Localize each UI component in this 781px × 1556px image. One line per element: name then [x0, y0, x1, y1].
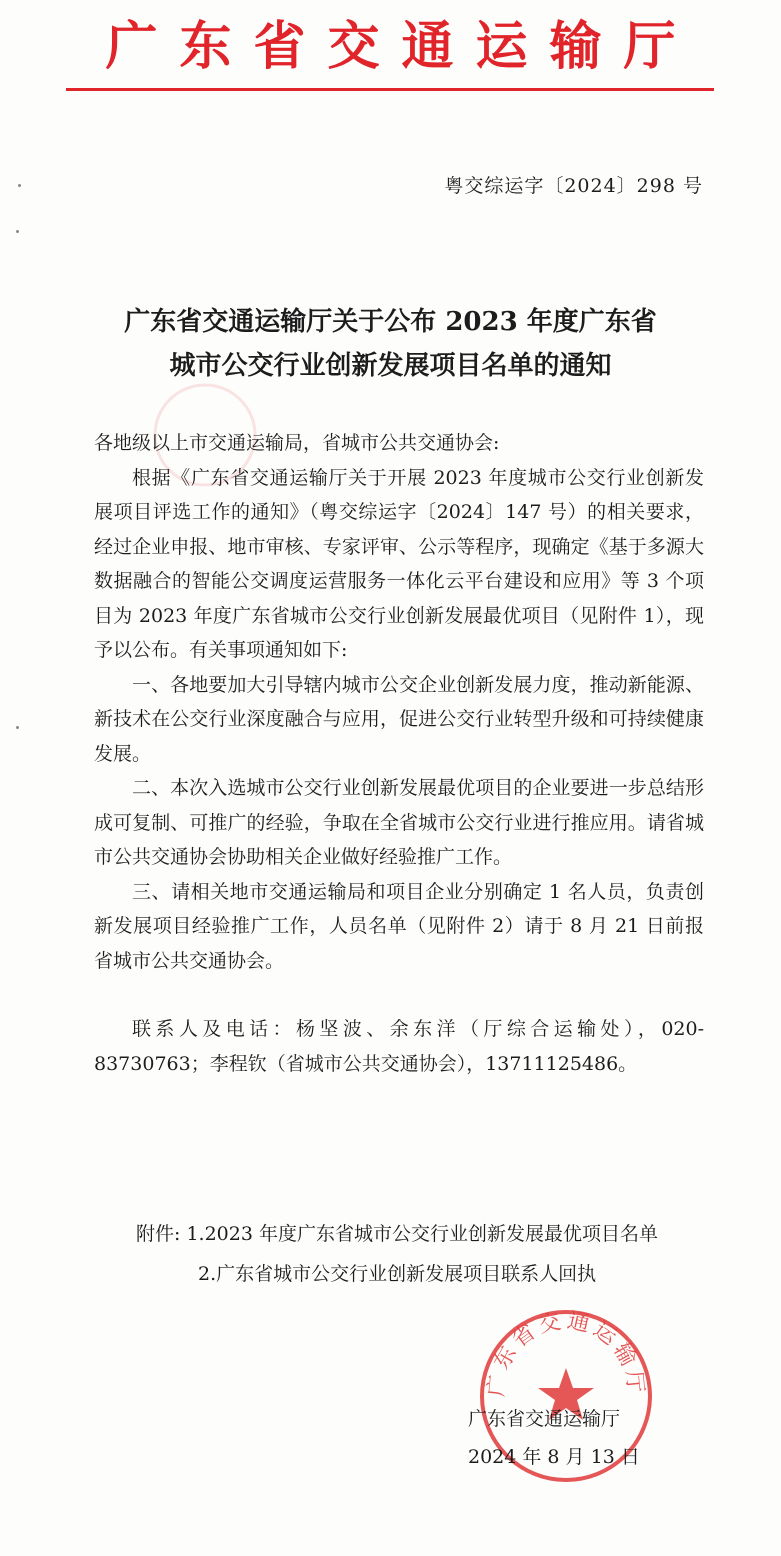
item-two-paragraph: 二、本次入选城市公交行业创新发展最优项目的企业要进一步总结形成可复制、可推广的经验，争取在全省城市公交行业进行推应用。请省城市公共交通协会协助相关企业做好经验推广工作。 — [94, 777, 704, 868]
document-body — [94, 426, 704, 1081]
salutation: 各地级以上市交通运输局，省城市公共交通协会: — [94, 432, 500, 454]
header-red-rule — [66, 88, 714, 91]
paragraph-gap — [94, 978, 704, 1012]
scan-speck — [18, 184, 21, 187]
signature-date: 2024 年 8 月 13 日 — [468, 1446, 640, 1468]
document-number: 粤交综运字〔2024〕298 号 — [444, 175, 703, 197]
document-title — [0, 300, 781, 388]
attachments-block — [136, 1214, 658, 1294]
contact-paragraph: 联系人及电话：杨坚波、余东洋（厅综合运输处），020-83730763；李程钦（省城市公共交通协会），13711125486。 — [94, 1018, 704, 1075]
item-one-paragraph: 一、各地要加大引导辖内城市公交企业创新发展力度，推动新能源、新技术在公交行业深度融合与应用，促进公交行业转型升级和可持续健康发展。 — [94, 673, 704, 765]
org-header-title: 广东省交通运输厅 — [105, 16, 698, 77]
signature-org: 广东省交通运输厅 — [468, 1408, 621, 1430]
scan-speck — [16, 230, 19, 233]
document-title-line1: 广东省交通运输厅关于公布 2023 年度广东省 — [124, 307, 657, 337]
attachment-line-1 — [136, 1214, 658, 1254]
document-title-line2: 城市公交行业创新发展项目名单的通知 — [169, 351, 612, 381]
attachment-item-2: 2.广东省城市公交行业创新发展项目联系人回执 — [198, 1263, 597, 1285]
item-three-paragraph: 三、请相关地市交通运输局和项目企业分别确定 1 名人员，负责创新发展项目经验推广工作，人员名单（见附件 2）请于 8 月 21 日前报省城市公共交通协会。 — [94, 880, 704, 972]
intro-paragraph: 根据《广东省交通运输厅关于开展 2023 年度城市公交行业创新发展项目评选工作的通知》（粤交综运字〔2024〕147 号）的相关要求，经过企业申报、地市审核、专家评审、公示等程序，现确定《基于多源大数据融合的智能公交调度运营服务一体化云平台建设和应用》等 3 个项目为 2023 年度广东省城市公交行业创新发展最优项目（见附件 1），现予以公布。有关事项通知如下: — [94, 466, 704, 661]
svg-text:广东省交通运输厅: 广东省交通运输厅 — [484, 1308, 648, 1398]
scan-speck — [16, 726, 19, 729]
signature-block — [468, 1400, 640, 1476]
attachments-label: 附件: — [136, 1223, 181, 1245]
attachment-item-1: 1.2023 年度广东省城市公交行业创新发展最优项目名单 — [186, 1223, 658, 1245]
